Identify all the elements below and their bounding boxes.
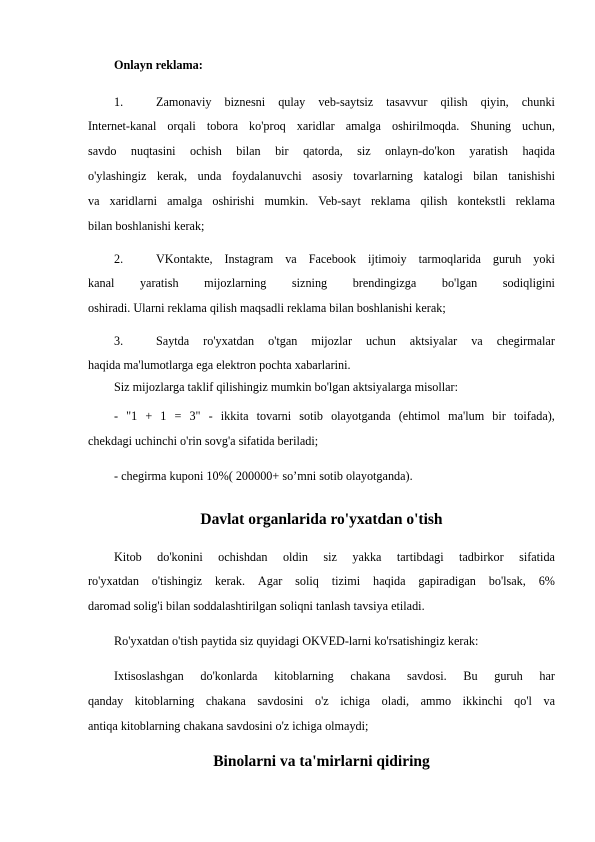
word: - <box>208 409 213 423</box>
word: guruh <box>494 669 523 683</box>
word: chunki <box>521 95 555 109</box>
word: aktsiyalar <box>409 334 458 348</box>
word: Zamonaviy <box>156 95 212 109</box>
word: va <box>471 334 483 348</box>
word: siz <box>323 550 337 564</box>
word: chakana <box>205 694 246 708</box>
word: ikkita <box>220 409 249 423</box>
word: savdosi. <box>407 669 447 683</box>
word: "1 <box>126 409 138 423</box>
section-heading: Binolarni va ta'mirlarni qidiring <box>213 753 430 770</box>
section-heading: Davlat organlarida ro'yxatdan o'tish <box>200 511 443 528</box>
word: - <box>114 409 119 423</box>
word: sizning <box>291 276 328 290</box>
word: har <box>539 669 555 683</box>
word: 3" <box>189 409 201 423</box>
word: guruh <box>492 252 522 266</box>
word: bir <box>492 409 506 423</box>
word: Facebook <box>308 252 357 266</box>
word: tanishishi <box>508 169 555 183</box>
word: Internet-kanal <box>88 119 157 133</box>
item-first-line <box>156 95 555 109</box>
item-number: 2. <box>114 252 124 266</box>
word: unda <box>197 169 222 183</box>
word: siz <box>357 144 371 158</box>
word: bo'lsak, <box>488 574 526 588</box>
word: tarmoqlarida <box>418 252 481 266</box>
word: Veb-sayt <box>318 194 361 208</box>
word: xaridlar <box>296 119 335 133</box>
word: tasavvur <box>386 95 428 109</box>
item-first-line <box>156 334 555 348</box>
word: sotib <box>299 409 323 423</box>
word: VKontakte, <box>156 252 213 266</box>
word: kerak. <box>214 574 246 588</box>
word: yakka <box>352 550 382 564</box>
word: Bu <box>463 669 478 683</box>
word: Ixtisoslashgan <box>114 669 184 683</box>
word: do'konlarda <box>200 669 258 683</box>
word: o'tgan <box>268 334 298 348</box>
word: nuqtasini <box>130 144 176 158</box>
word: qiyin, <box>480 95 509 109</box>
word: ochishdan <box>218 550 268 564</box>
item-line: oshiradi. Ularni reklama qilish maqsadli reklama bilan boshlanishi kerak; <box>88 301 446 315</box>
word: va <box>543 694 555 708</box>
word: tovarlarning <box>353 169 413 183</box>
word: ochish <box>190 144 222 158</box>
word: kitoblarning <box>134 694 195 708</box>
word: tobora <box>206 119 238 133</box>
word: = <box>174 409 182 423</box>
word: chegirmalar <box>496 334 555 348</box>
word: haqida <box>373 574 406 588</box>
word: uchun <box>366 334 396 348</box>
word: veb-saytsiz <box>318 95 374 109</box>
promo-line <box>114 409 555 423</box>
word: Saytda <box>156 334 190 348</box>
word: ichiga <box>340 694 371 708</box>
word: kanal <box>88 276 115 290</box>
word: yaratish <box>139 276 179 290</box>
item-line: bilan boshlanishi kerak; <box>88 219 205 233</box>
paragraph-line <box>114 669 555 683</box>
word: brendingizga <box>352 276 417 290</box>
word: o'tishingiz <box>151 574 203 588</box>
paragraph-line <box>114 550 555 564</box>
word: bilan <box>473 169 498 183</box>
word: oldin <box>282 550 308 564</box>
word: ko'proq <box>249 119 286 133</box>
word: orqali <box>167 119 196 133</box>
word: amalga <box>167 194 203 208</box>
word: yoki <box>533 252 555 266</box>
word: savdosini <box>257 694 304 708</box>
word: ro'yxatdan <box>203 334 255 348</box>
word: oshirilmoqda. <box>391 119 460 133</box>
paragraph-line <box>88 694 555 708</box>
word: 6% <box>538 574 555 588</box>
word: xaridlarni <box>109 194 157 208</box>
online-heading: Onlayn reklama: <box>114 58 203 72</box>
paragraph-line: daromad solig'i bilan soddalashtirilgan soliqni tanlash tavsiya etiladi. <box>88 599 425 613</box>
item-line <box>88 194 555 208</box>
item-number: 3. <box>114 334 124 348</box>
word: kitoblarning <box>274 669 334 683</box>
word: soliq <box>295 574 319 588</box>
word: do'konini <box>157 550 203 564</box>
word: sodiqligini <box>502 276 555 290</box>
word: kontekstli <box>457 194 506 208</box>
word: asosiy <box>312 169 343 183</box>
word: bir <box>275 144 289 158</box>
promo-line: - chegirma kuponi 10%( 200000+ so’mni sotib olayotganda). <box>114 469 413 483</box>
word: qilish <box>420 194 448 208</box>
word: toifada), <box>513 409 555 423</box>
word: qatorda, <box>303 144 343 158</box>
word: kerak, <box>156 169 188 183</box>
word: biznesni <box>224 95 266 109</box>
word: qo'l <box>514 694 532 708</box>
word: tadbirkor <box>458 550 504 564</box>
word: amalga <box>345 119 381 133</box>
word: va <box>88 194 100 208</box>
word: uchun, <box>522 119 555 133</box>
word: bilan <box>236 144 261 158</box>
promo-line: chekdagi uchinchi o'rin sovg'a sifatida beriladi; <box>88 434 319 448</box>
word: qilish <box>440 95 468 109</box>
word: ma'lum <box>448 409 485 423</box>
promo-intro: Siz mijozlarga taklif qilishingiz mumkin bo'lgan aktsiyalarga misollar: <box>114 380 458 394</box>
word: mijozlarning <box>204 276 267 290</box>
item-line <box>88 276 555 290</box>
word: gapiradigan <box>418 574 476 588</box>
word: (ehtimol <box>398 409 441 423</box>
word: 1 <box>160 409 167 423</box>
item-number: 1. <box>114 95 124 109</box>
paragraph-line: Ro'yxatdan o'tish paytida siz quyidagi OKVED-larni ko'rsatishingiz kerak: <box>114 634 479 648</box>
word: sifatida <box>519 550 555 564</box>
item-line <box>88 169 555 183</box>
word: + <box>145 409 153 423</box>
word: Shuning <box>470 119 512 133</box>
item-line: haqida ma'lumotlarga ega elektron pochta xabarlarini. <box>88 358 351 372</box>
word: Agar <box>257 574 283 588</box>
paragraph-line: antiqa kitoblarning chakana savdosini o'z ichiga olmaydi; <box>88 719 369 733</box>
word: oshirishi <box>212 194 255 208</box>
word: olayotganda <box>331 409 391 423</box>
word: savdo <box>88 144 117 158</box>
word: tovarni <box>256 409 292 423</box>
word: ijtimoiy <box>368 252 407 266</box>
word: Kitob <box>114 550 142 564</box>
word: o'z <box>315 694 329 708</box>
word: qulay <box>278 95 306 109</box>
word: tizimi <box>331 574 361 588</box>
word: Instagram <box>224 252 274 266</box>
word: yaratish <box>469 144 509 158</box>
word: mijozlar <box>311 334 352 348</box>
item-line <box>88 144 555 158</box>
word: ikkinchi <box>462 694 503 708</box>
word: bo'lgan <box>441 276 478 290</box>
word: ro'yxatdan <box>88 574 139 588</box>
word: reklama <box>515 194 555 208</box>
word: tartibdagi <box>396 550 444 564</box>
word: mumkin. <box>264 194 309 208</box>
word: oladi, <box>381 694 410 708</box>
word: chakana <box>350 669 391 683</box>
word: ammo <box>420 694 452 708</box>
paragraph-line <box>88 574 555 588</box>
word: haqida <box>522 144 555 158</box>
word: foydalanuvchi <box>231 169 302 183</box>
word: onlayn-do'kon <box>385 144 455 158</box>
word: katalogi <box>423 169 463 183</box>
word: o'ylashingiz <box>88 169 147 183</box>
word: va <box>285 252 297 266</box>
item-first-line <box>156 252 555 266</box>
word: qanday <box>88 694 124 708</box>
item-line <box>88 119 555 133</box>
word: reklama <box>371 194 411 208</box>
